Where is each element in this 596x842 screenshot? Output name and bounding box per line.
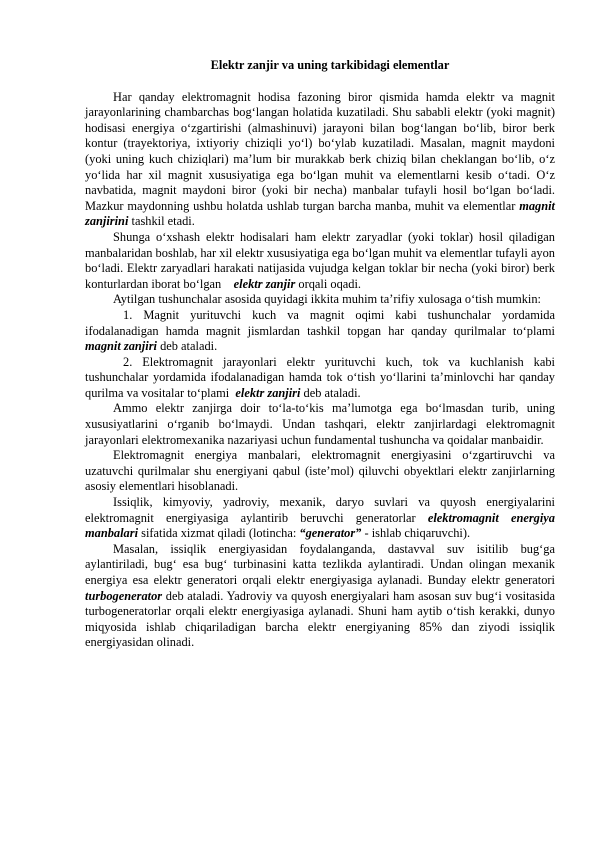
definition-item-2 [85,355,555,402]
term-energiya-manbalari: elektromagnit energiya manbalari [85,510,555,541]
definition-item-1-tail: deb ataladi. [156,339,218,354]
definition-item-2-text: 2. Elektromagnit jarayonlari elektr yurituvchi kuch, tok va kuchlanish kabi tushunchalar yordamida ifodalanadigan hamda tok o‘tish yo‘llarini ta’minlovchi har qanday qurilma va vositalar to‘plami [85,354,555,400]
term-magnit-zanjirini: magnit zanjirini [85,198,555,229]
paragraph-2 [85,230,555,292]
definition-item-1 [85,308,555,355]
definition-item-2-tail: deb ataladi. [300,385,361,400]
paragraph-2-text: Shunga o‘xshash elektr hodisalari ham elektr zaryadlar (yoki toklar) hosil qiladigan manbalaridan boshlab, har xil elektr xususiyatiga ega bo‘lgan muhit va elementlar tufayli ayon bo‘ladi. Elektr zaryadlari harakati natijasida vujudga kelgan toklar bir necha (yoki biror) berk konturlardan iborat bo‘lgan [85,229,555,291]
paragraph-4: Ammo elektr zanjirga doir to‘la-to‘kis ma’lumotga ega bo‘lmasdan turib, uning xususiyatlarini o‘rganib bo‘lmaydi. Undan tashqari, elektr zanjirlardagi elektromagnit jarayonlari elektromexanika nazariyasi uchun fundamental tushuncha va qoidalar manbaidir. [85,401,555,447]
paragraph-6-text: Issiqlik, kimyoviy, yadroviy, mexanik, daryo suvlari va quyosh energiyalarini elektromagnit energiyasiga aylantirib beruvchi generatorlar [85,495,555,525]
paragraph-7-text: Masalan, issiqlik energiyasidan foydalanganda, dastavval suv isitilib bug‘ga aylantiriladi, bug‘ esa bug‘ turbinasini katta tezlikda aylantiradi. Undan olingan mexanik energiya esa elektr generatori orqali elektr energiyasiga aylanadi. Bunday elektr generatori [85,541,555,587]
paragraph-5: Elektromagnit energiya manbalari, elektromagnit energiyasini o‘zgartiruvchi va uzatuvchi qurilmalar shu energiyani qabul (iste’mol) qiluvchi obyektlari elektr zanjirlarning asosiy elementlari hisoblanadi. [85,448,555,494]
document-page [85,58,555,651]
paragraph-1 [85,90,555,230]
paragraph-6-mid: sifatida xizmat qiladi (lotincha: [138,526,300,541]
term-elektr-zanjir: elektr zanjir [233,276,296,291]
document-title: Elektr zanjir va uning tarkibidagi elementlar [210,58,450,72]
paragraph-1-text: Har qanday elektromagnit hodisa fazoning biror qismida hamda elektr va magnit jarayonlarining chambarchas bog‘langan holatida kuzatiladi. Shu sababli elektr (yoki magnit) hodisasi energiya o‘zgartirishi (almashinuvi) jarayoni bilan bog‘langan bo‘lib, biror berk kontur (trayektoriya, ixtiyoriy chiziqli yo‘l) bo‘ylab kuzatiladi. Masalan, magnit maydoni (yoki uning kuch chiziqlari) ma’lum bir murakkab berk chiziq bilan cheklangan bo‘lib, o‘z yo‘lida har xil magnit xususiyatiga ega bo‘lgan muhit va elementlarni kesib o‘tadi. O‘z navbatida, magnit maydoni biror (yoki bir necha) manbalar tufayli hosil bo‘lgan bo‘ladi. Mazkur maydonning ushbu holatda ushlab turgan barcha manba, muhit va elementlar [85,89,555,213]
term-magnit-zanjiri: magnit zanjiri [85,339,157,354]
term-elektr-zanjiri: elektr zanjiri [235,385,301,400]
paragraph-6 [85,495,555,542]
paragraph-7-tail: deb ataladi. Yadroviy va quyosh energiyalari ham asosan suv bug‘i vositasida turbogeneratorlar orqali elektr energiyasiga aylanadi. Shuni ham aytib o‘tish kerakki, dunyo miqyosida ishlab chiqariladigan barcha elektr energiyaning 85% dan ziyodi issiqlik energiyasidan olinadi. [85,588,555,650]
paragraph-1-tail: tashkil etadi. [128,214,195,229]
paragraph-6-tail: - ishlab chiqaruvchi). [361,526,471,541]
term-generator: “generator” [299,526,362,541]
paragraph-7 [85,542,555,651]
paragraph-3: Aytilgan tushunchalar asosida quyidagi ikkita muhim ta’rifiy xulosaga o‘tish mumkin: [113,292,541,307]
definition-item-1-text: 1. Magnit yurituvchi kuch va magnit oqimi kabi tushunchalar yordamida ifodalanadigan hamda magnit jismlardan tashkil topgan har qanday qurilmalar to‘plami [85,307,555,338]
term-turbogenerator: turbogenerator [85,588,163,603]
paragraph-2-tail: orqali oqadi. [298,276,362,291]
